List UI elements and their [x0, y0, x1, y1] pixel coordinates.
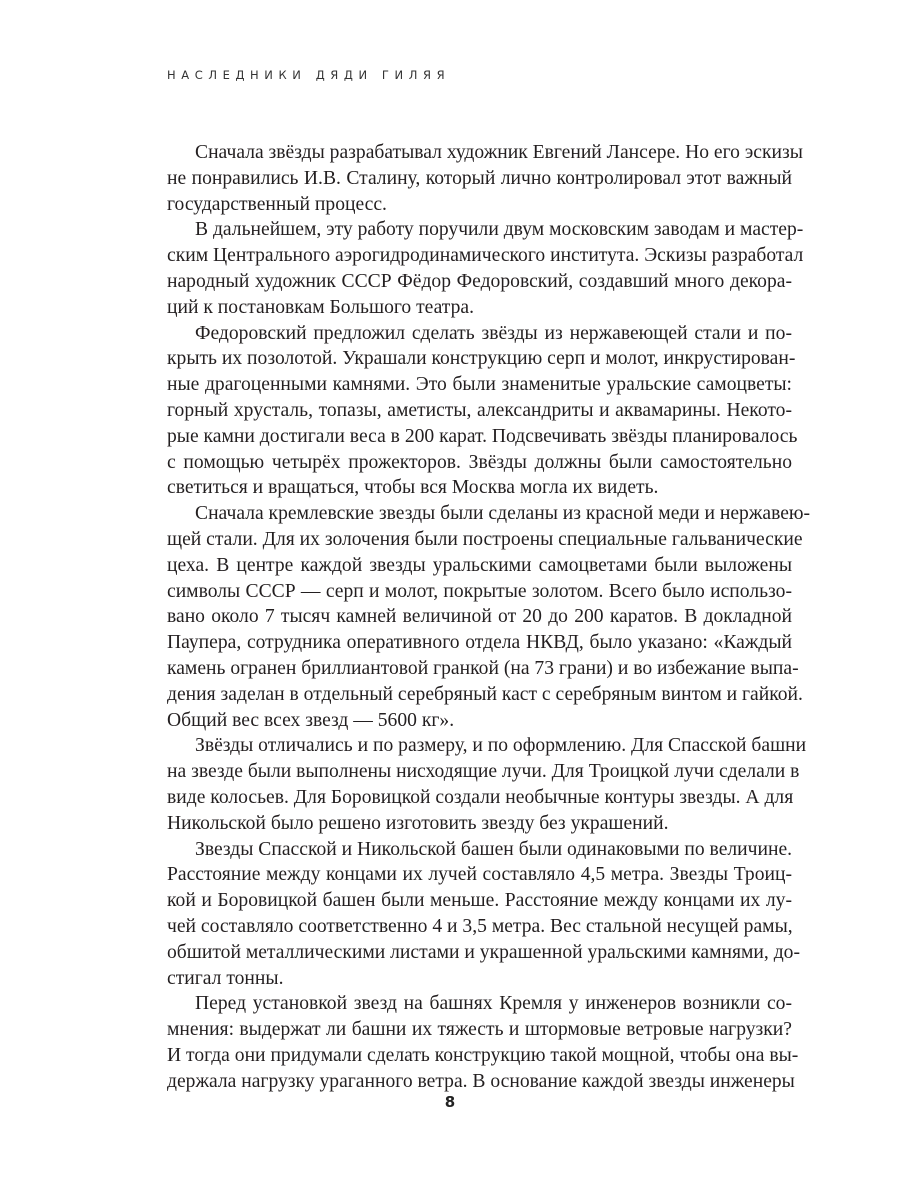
text-line: Сначала звёзды разрабатывал художник Евгений Лансере. Но его эскизы [195, 142, 803, 163]
paragraph [167, 837, 800, 992]
text-line: Расстояние между концами их лучей составляло 4,5 метра. Звезды Троиц- [167, 864, 792, 886]
text-line: виде колосьев. Для Боровицкой создали необычные контуры звезды. А для [167, 786, 794, 808]
text-line: Звезды Спасской и Никольской башен были одинаковыми по величине. [195, 838, 793, 860]
text-line: ским Центрального аэрогидродинамического института. Эскизы разработал [167, 245, 804, 267]
paragraph [167, 991, 799, 1094]
text-line: обшитой металлическими листами и украшенной уральскими камнями, до- [167, 941, 800, 963]
text-line: стигал тонны. [167, 967, 284, 989]
running-head: НАСЛЕДНИКИ ДЯДИ ГИЛЯЯ [167, 68, 451, 82]
text-line: горный хрусталь, топазы, аметисты, александриты и аквамарины. Некото- [167, 399, 792, 421]
text-line: кой и Боровицкой башен были меньше. Расстояние между концами их лу- [167, 890, 792, 912]
text-line: народный художник СССР Фёдор Федоровский, создавший много декора- [167, 270, 792, 292]
text-line: не понравились И.В. Сталину, который лично контролировал этот важный [167, 167, 792, 189]
text-line: цеха. В центре каждой звезды уральскими самоцветами были выложены [167, 554, 792, 576]
text-line: держала нагрузку ураганного ветра. В основание каждой звезды инженеры [167, 1070, 795, 1092]
text-line: Сначала кремлевские звезды были сделаны из красной меди и нержавею- [195, 503, 811, 525]
paragraph [167, 140, 803, 217]
text-line: чей составляло соответственно 4 и 3,5 метра. Вес стальной несущей рамы, [167, 915, 793, 937]
text-line: крыть их позолотой. Украшали конструкцию серп и молот, инкрустирован- [167, 348, 796, 370]
paragraph [167, 217, 804, 320]
paragraph [167, 733, 807, 836]
text-line: Никольской было решено изготовить звезду без украшений. [167, 812, 669, 834]
text-line: В дальнейшем, эту работу поручили двум московским заводам и мастер- [195, 219, 804, 241]
text-line: камень огранен бриллиантовой гранкой (на 73 грани) и во избежание выпа- [167, 657, 799, 679]
text-line: И тогда они придумали сделать конструкцию такой мощной, чтобы она вы- [167, 1044, 799, 1066]
text-line: Федоровский предложил сделать звёзды из нержавеющей стали и по- [195, 322, 792, 344]
text-line: Общий вес всех звезд — 5600 кг». [167, 709, 455, 731]
text-line: с помощью четырёх прожекторов. Звёзды должны были самостоятельно [167, 451, 792, 473]
text-line: дения заделан в отдельный серебряный каст с серебряным винтом и гайкой. [167, 683, 803, 705]
text-line: на звезде были выполнены нисходящие лучи. Для Троицкой лучи сделали в [167, 761, 800, 783]
text-line: светиться и вращаться, чтобы вся Москва могла их видеть. [167, 477, 659, 499]
page-number: 8 [444, 1093, 456, 1111]
text-line: символы СССР — серп и молот, покрытые золотом. Всего было использо- [167, 580, 792, 602]
text-line: щей стали. Для их золочения были построены специальные гальванические [167, 528, 803, 550]
paragraph [167, 501, 811, 733]
paragraph [167, 321, 798, 502]
text-line: Паупера, сотрудника оперативного отдела НКВД, было указано: «Каждый [167, 632, 792, 654]
text-line: ций к постановкам Большого театра. [167, 296, 475, 318]
body-text [167, 140, 811, 1094]
text-line: мнения: выдержат ли башни их тяжесть и штормовые ветровые нагрузки? [167, 1019, 792, 1041]
text-line: вано около 7 тысяч камней величиной от 20 до 200 каратов. В докладной [167, 606, 792, 628]
text-line: рые камни достигали веса в 200 карат. Подсвечивать звёзды планировалось [167, 425, 798, 447]
text-line: Перед установкой звезд на башнях Кремля у инженеров возникли со- [195, 993, 792, 1015]
text-line: ные драгоценными камнями. Это были знаменитые уральские самоцветы: [167, 374, 792, 396]
text-line: государственный процесс. [167, 193, 387, 215]
text-line: Звёзды отличались и по размеру, и по оформлению. Для Спасской башни [195, 735, 807, 757]
